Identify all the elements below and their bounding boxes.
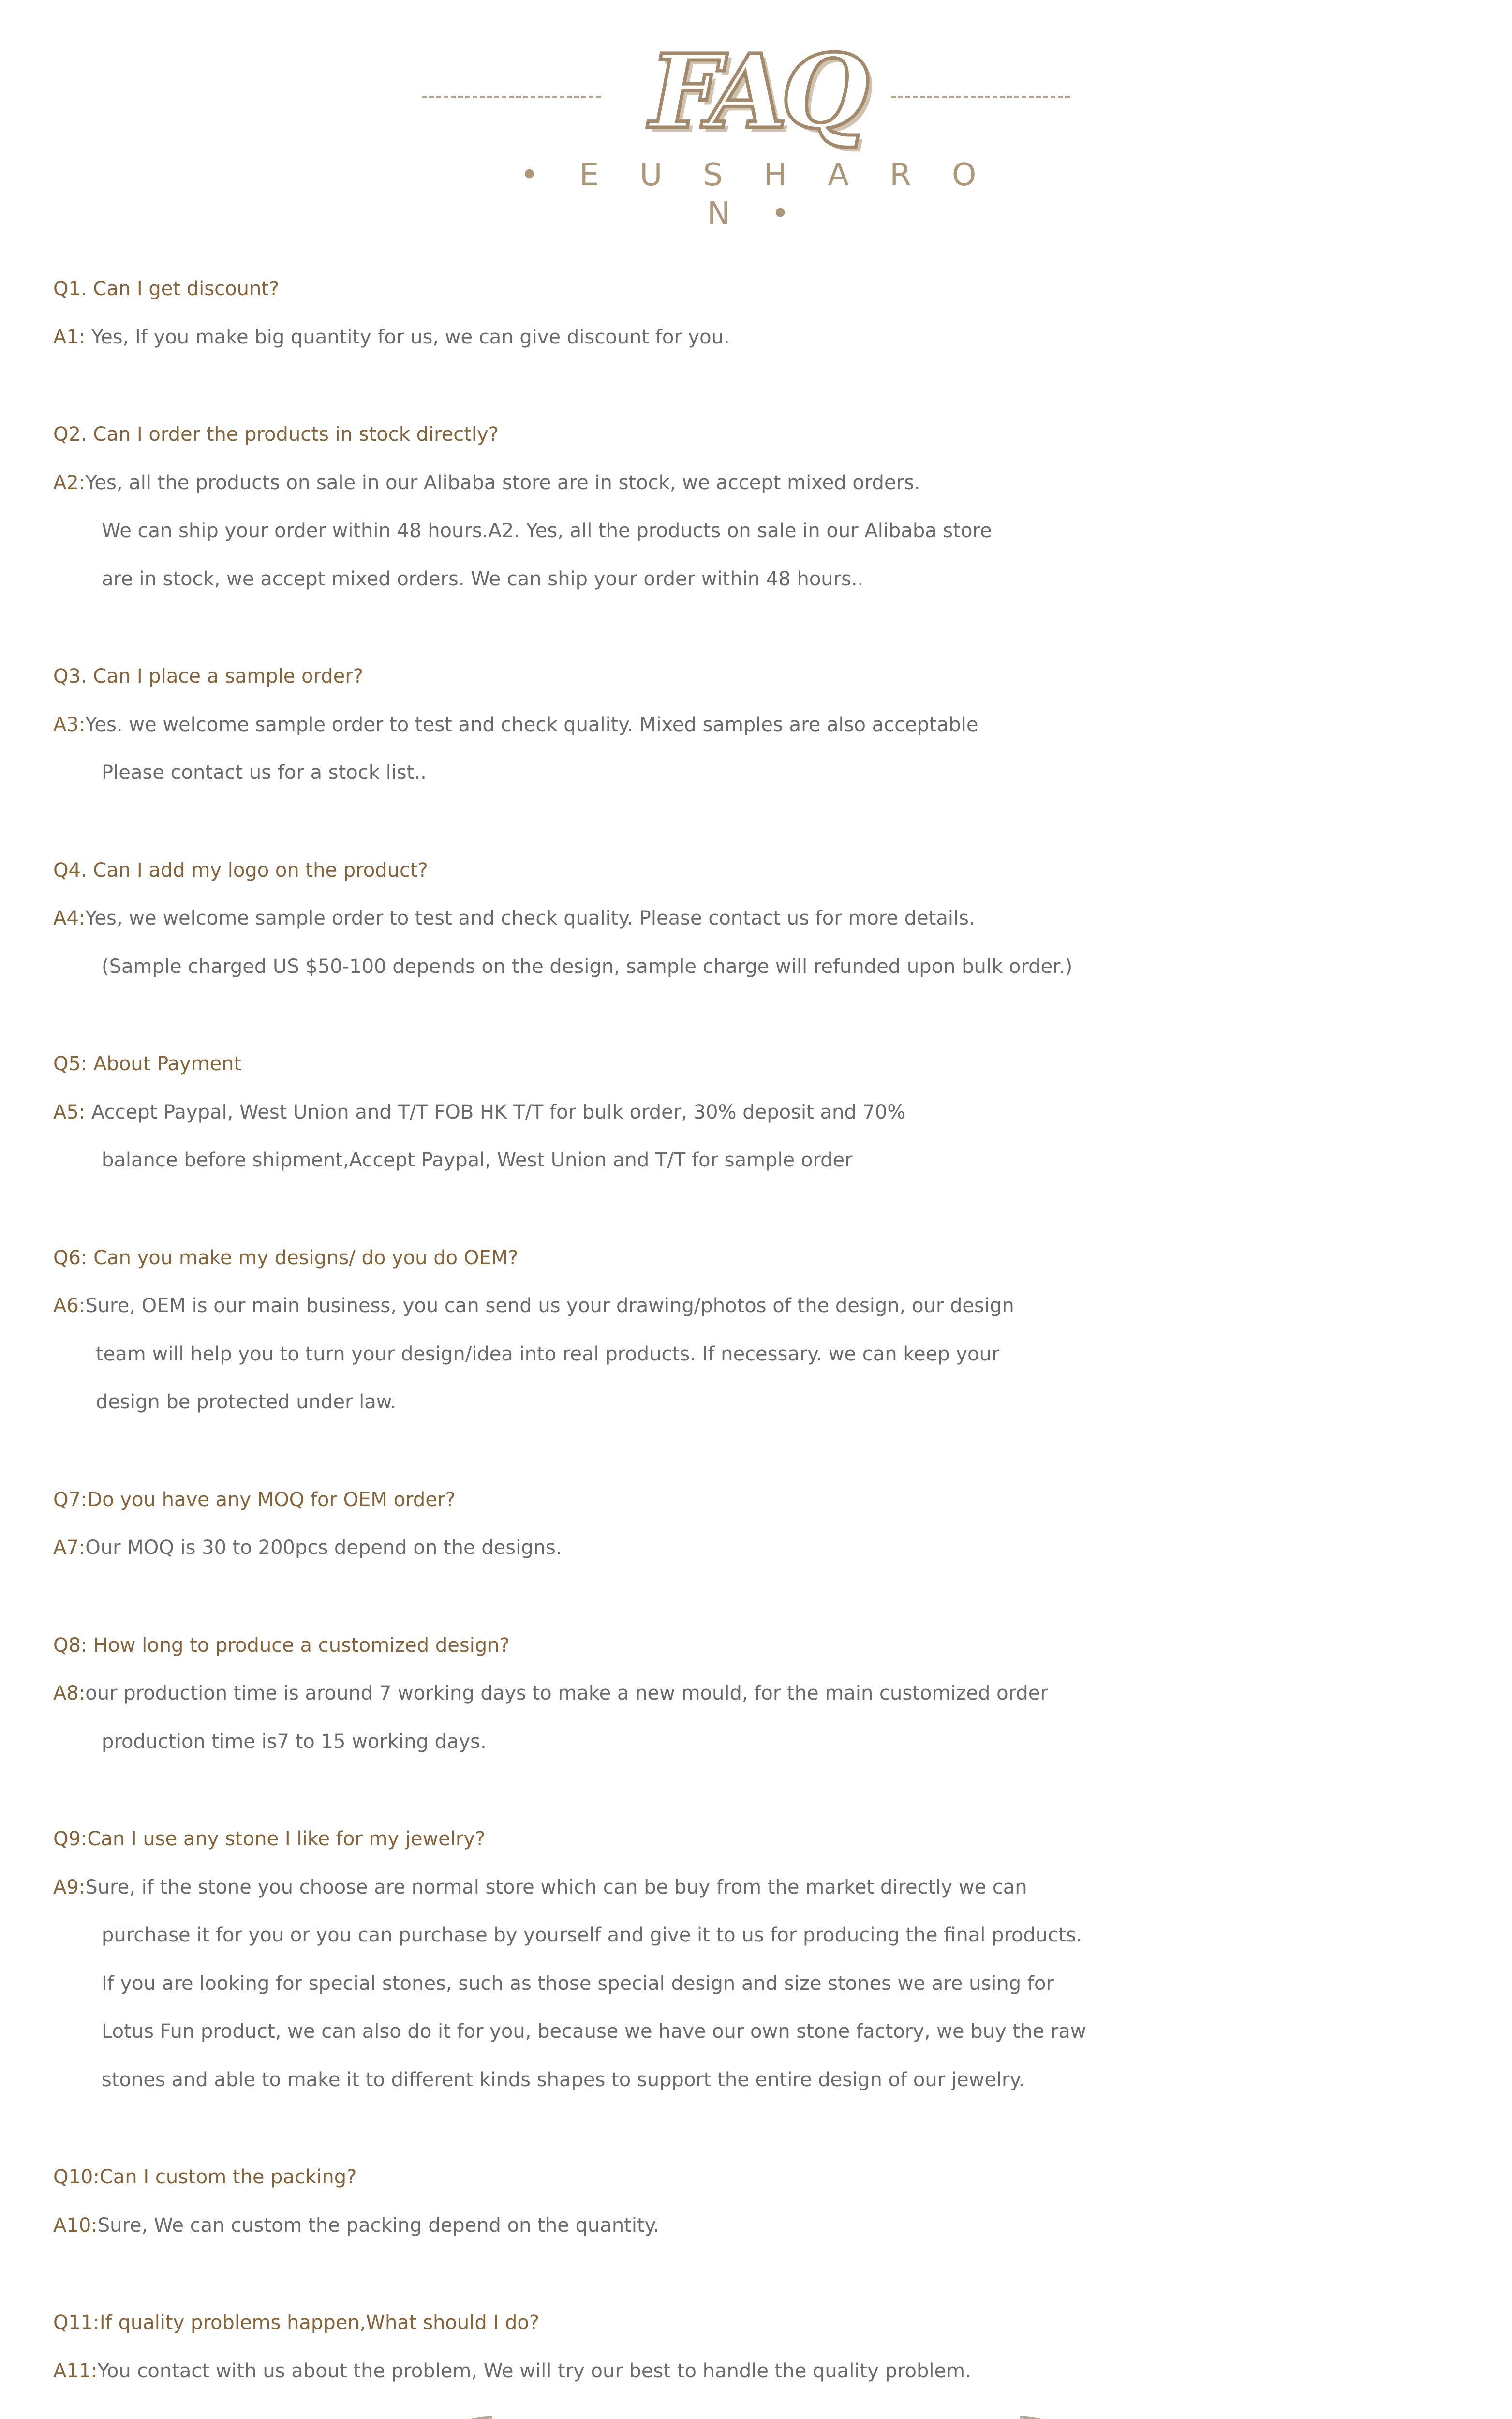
header-dashes-right — [891, 96, 1070, 98]
faq-question: Q11:If quality problems happen,What should I do? — [53, 2312, 540, 2334]
faq-answer-continuation: design be protected under law. — [96, 1391, 397, 1413]
faq-answer — [53, 314, 1495, 362]
faq-question: Q8: How long to produce a customized design? — [53, 1634, 510, 1657]
faq-answer-continuation: Please contact us for a stock list.. — [102, 762, 427, 784]
faq-question: Q4. Can I add my logo on the product? — [53, 859, 428, 881]
faq-item — [53, 1622, 1495, 1766]
faq-item — [53, 2153, 1495, 2250]
faq-question: Q2. Can I order the products in stock directly? — [53, 423, 499, 446]
faq-item — [53, 265, 1495, 361]
faq-answer-continuation: team will help you to turn your design/idea into real products. If necessary. we can keep your — [96, 1343, 1000, 1365]
faq-title: FAQ — [649, 32, 863, 151]
faq-answer-label: A10: — [53, 2214, 98, 2237]
faq-item — [53, 653, 1495, 797]
faq-answer-label: A8: — [53, 1682, 86, 1704]
back-home-button[interactable] — [415, 2414, 1097, 2419]
faq-item — [53, 1476, 1495, 1572]
faq-answer-text: Yes, If you make big quantity for us, we can give discount for you. — [85, 326, 730, 348]
faq-question: Q6: Can you make my designs/ do you do OEM? — [53, 1246, 519, 1269]
faq-answer-label: A6: — [53, 1295, 86, 1317]
faq-list — [53, 265, 1495, 2419]
faq-item — [53, 1815, 1495, 2104]
faq-answer — [53, 1524, 1495, 1572]
faq-item — [53, 411, 1495, 603]
faq-answer — [53, 1670, 1495, 1718]
faq-answer — [53, 895, 1495, 943]
faq-header — [0, 32, 1512, 232]
faq-answer — [53, 1089, 1495, 1137]
header-brand: • E U S H A R O N • — [520, 157, 992, 232]
faq-answer-text: Our MOQ is 30 to 200pcs depend on the designs. — [85, 1537, 562, 1559]
faq-answer-label: A5: — [53, 1101, 86, 1123]
faq-answer-label: A9: — [53, 1876, 86, 1898]
faq-item — [53, 1040, 1495, 1185]
faq-answer-continuation: Lotus Fun product, we can also do it for you, because we have our own stone factory, we buy the raw — [102, 2020, 1086, 2043]
faq-question: Q7:Do you have any MOQ for OEM order? — [53, 1488, 456, 1511]
faq-question: Q1. Can I get discount? — [53, 278, 280, 300]
faq-item — [53, 2299, 1495, 2395]
faq-answer-text: You contact with us about the problem, We will try our best to handle the quality problem. — [97, 2359, 971, 2382]
faq-question: Q5: About Payment — [53, 1053, 242, 1075]
header-dashes-left — [422, 96, 601, 98]
faq-answer-text: Sure, if the stone you choose are normal store which can be buy from the market directly we can — [85, 1876, 1027, 1898]
faq-answer-continuation: We can ship your order within 48 hours.A2. Yes, all the products on sale in our Alibaba store — [102, 520, 992, 542]
faq-answer-label: A1: — [53, 326, 86, 348]
faq-answer-label: A4: — [53, 907, 86, 929]
faq-answer-label: A11: — [53, 2359, 98, 2382]
faq-answer — [53, 1282, 1495, 1330]
faq-answer — [53, 2202, 1495, 2250]
back-home-outline — [415, 2414, 1097, 2419]
faq-item — [53, 1234, 1495, 1427]
faq-answer-text: our production time is around 7 working days to make a new mould, for the main customized order — [85, 1682, 1048, 1704]
faq-question: Q10:Can I custom the packing? — [53, 2166, 357, 2188]
faq-answer-label: A3: — [53, 713, 86, 736]
faq-question: Q3. Can I place a sample order? — [53, 665, 363, 687]
faq-answer-continuation: production time is7 to 15 working days. — [102, 1730, 487, 1753]
faq-answer-continuation: stones and able to make it to different kinds shapes to support the entire design of our jewelry. — [102, 2068, 1025, 2091]
faq-item — [53, 847, 1495, 991]
faq-answer-continuation: (Sample charged US $50-100 depends on the design, sample charge will refunded upon bulk order.) — [102, 955, 1073, 978]
faq-answer — [53, 1864, 1495, 1912]
faq-answer-text: Yes, all the products on sale in our Alibaba store are in stock, we accept mixed orders. — [85, 471, 920, 494]
faq-answer-text: Accept Paypal, West Union and T/T FOB HK T/T for bulk order, 30% deposit and 70% — [85, 1101, 906, 1123]
faq-answer-continuation: are in stock, we accept mixed orders. We can ship your order within 48 hours.. — [102, 567, 864, 590]
faq-answer-continuation: balance before shipment,Accept Paypal, West Union and T/T for sample order — [102, 1149, 853, 1171]
faq-question: Q9:Can I use any stone I like for my jewelry? — [53, 1828, 486, 1850]
faq-answer — [53, 701, 1495, 749]
faq-answer-continuation: If you are looking for special stones, such as those special design and size stones we are using for — [102, 1972, 1054, 1995]
faq-answer-label: A2: — [53, 471, 86, 494]
faq-answer-continuation: purchase it for you or you can purchase by yourself and give it to us for producing the final products. — [102, 1924, 1082, 1946]
faq-answer-text: Yes. we welcome sample order to test and check quality. Mixed samples are also acceptable — [85, 713, 978, 736]
faq-answer-text: Yes, we welcome sample order to test and check quality. Please contact us for more details. — [85, 907, 975, 929]
faq-answer-text: Sure, OEM is our main business, you can send us your drawing/photos of the design, our design — [85, 1295, 1014, 1317]
faq-answer-text: Sure, We can custom the packing depend on the quantity. — [97, 2214, 660, 2237]
faq-answer — [53, 459, 1495, 508]
faq-answer-label: A7: — [53, 1537, 86, 1559]
faq-answer — [53, 2347, 1495, 2396]
